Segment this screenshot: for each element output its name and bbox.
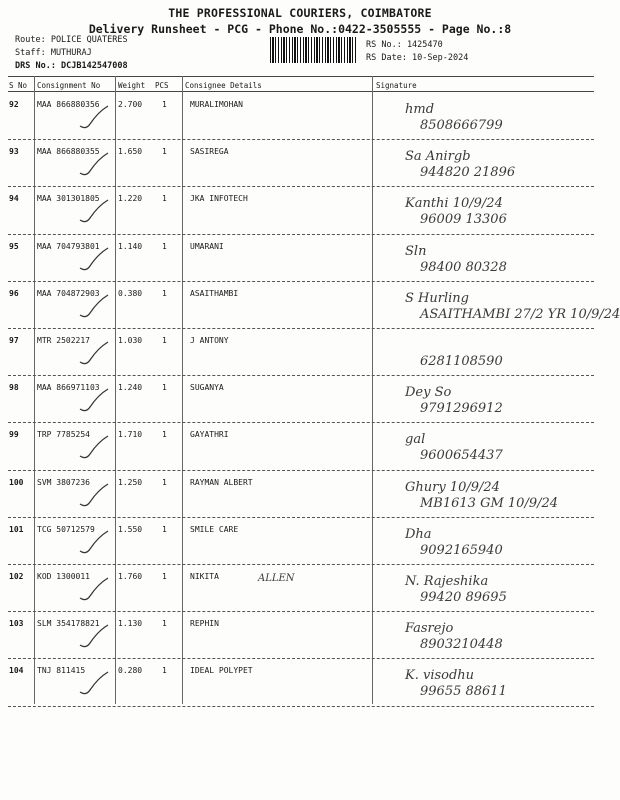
signature-name: S Hurling (405, 290, 469, 306)
row-weight: 0.280 (118, 666, 143, 676)
row-consignment-no: MAA 866880355 (37, 147, 100, 157)
row-consignee: REPHIN (190, 619, 219, 629)
row-weight: 2.700 (118, 100, 143, 109)
signature-phone: 96009 13306 (420, 212, 507, 228)
row-consignee: GAYATHRI (190, 430, 229, 440)
row-consignee-note: ALLEN (258, 573, 295, 584)
row-pcs: 1 (162, 666, 167, 676)
row-consignment-no: SLM 354178821 (37, 619, 100, 629)
row-separator (8, 281, 594, 282)
row-sno: 93 (9, 147, 19, 157)
signature-phone: 9791296912 (420, 401, 503, 417)
signature-phone: 6281108590 (420, 354, 503, 369)
signature-name: Kanthi 10/9/24 (405, 196, 503, 212)
checkmark-icon (72, 198, 112, 228)
checkmark-icon (72, 340, 112, 370)
col-divider (115, 76, 116, 704)
row-pcs: 1 (162, 430, 167, 440)
signature-phone: 8508666799 (420, 118, 503, 133)
row-pcs: 1 (162, 477, 167, 487)
row-consignee: NIKITA (190, 572, 219, 581)
signature-phone: 8903210448 (420, 637, 503, 653)
checkmark-icon (72, 576, 112, 606)
signature-phone: 944820 21896 (420, 165, 516, 181)
row-pcs: 1 (162, 147, 167, 157)
signature-name: gal (405, 432, 426, 448)
row-consignee: UMARANI (190, 241, 224, 251)
signature-name: Sln (405, 243, 427, 259)
signature-name: Sa Anirgb (405, 149, 471, 165)
checkmark-icon (72, 623, 112, 653)
signature-phone: 98400 80328 (420, 259, 507, 275)
col-header-signature: Signature (376, 81, 417, 90)
row-sno: 103 (9, 619, 24, 629)
checkmark-icon (72, 670, 112, 700)
row-weight: 1.030 (118, 336, 143, 345)
row-weight: 1.240 (118, 383, 143, 393)
col-header-consignment: Consignment No (37, 81, 101, 90)
signature-phone: ASAITHAMBI 27/2 YR 10/9/24 (420, 306, 620, 322)
row-weight: 1.650 (118, 147, 143, 157)
row-sno: 94 (9, 194, 19, 204)
signature-name: K. visodhu (405, 668, 475, 684)
row-sno: 99 (9, 430, 19, 440)
row-consignee: MURALIMOHAN (190, 100, 243, 109)
col-divider (34, 76, 35, 704)
row-sno: 97 (9, 336, 19, 345)
checkmark-icon (72, 387, 112, 417)
signature-phone: 9092165940 (420, 542, 503, 558)
row-pcs: 1 (162, 383, 167, 393)
signature-name: Ghury 10/9/24 (405, 479, 500, 495)
rs-number: RS No.: 1425470 (366, 40, 443, 50)
row-consignee: J ANTONY (190, 336, 229, 345)
row-consignee: SASIREGA (190, 147, 229, 157)
row-consignee: SMILE CARE (190, 524, 239, 534)
row-pcs: 1 (162, 572, 167, 581)
row-separator (8, 470, 594, 471)
row-separator (8, 422, 594, 423)
row-pcs: 1 (162, 619, 167, 629)
header-bottom-rule (8, 91, 594, 92)
row-pcs: 1 (162, 100, 167, 109)
signature-name: Dey So (405, 385, 452, 401)
row-weight: 1.220 (118, 194, 143, 204)
row-pcs: 1 (162, 288, 167, 298)
signature-name: Dha (405, 526, 432, 542)
signature-phone: 9600654437 (420, 448, 503, 464)
row-consignment-no: MAA 866880356 (37, 100, 100, 109)
row-weight: 1.140 (118, 241, 143, 251)
checkmark-icon (72, 246, 112, 276)
signature-phone: 99655 88611 (420, 684, 507, 700)
checkmark-icon (72, 151, 112, 181)
signature-phone: 99420 89695 (420, 590, 507, 605)
row-pcs: 1 (162, 336, 167, 345)
signature-name: hmd (405, 102, 435, 117)
barcode (270, 37, 358, 63)
row-separator (8, 234, 594, 235)
row-consignee: ASAITHAMBI (190, 288, 239, 298)
row-pcs: 1 (162, 524, 167, 534)
row-separator (8, 611, 594, 612)
col-divider (182, 76, 183, 704)
row-sno: 96 (9, 288, 19, 298)
row-consignment-no: KOD 1300011 (37, 572, 90, 581)
row-sno: 102 (9, 572, 24, 581)
drs-number: DRS No.: DCJB142547008 (15, 61, 128, 71)
row-consignee: SUGANYA (190, 383, 224, 393)
signature-name: N. Rajeshika (405, 574, 489, 589)
row-consignee: RAYMAN ALBERT (190, 477, 253, 487)
row-weight: 1.250 (118, 477, 143, 487)
row-sno: 101 (9, 524, 24, 534)
col-header-sno: S No (9, 81, 28, 90)
row-consignment-no: MAA 866971103 (37, 383, 100, 393)
row-weight: 1.130 (118, 619, 143, 629)
row-weight: 1.710 (118, 430, 143, 440)
row-consignment-no: MAA 704872903 (37, 288, 100, 298)
row-separator (8, 186, 594, 187)
col-divider (372, 76, 373, 704)
row-separator (8, 658, 594, 659)
row-separator (8, 564, 594, 565)
row-pcs: 1 (162, 241, 167, 251)
row-sno: 104 (9, 666, 24, 676)
checkmark-icon (72, 104, 112, 134)
rs-date: RS Date: 10-Sep-2024 (366, 53, 469, 63)
col-header-consignee: Consignee Details (185, 81, 262, 90)
col-header-weight: Weight (118, 81, 146, 90)
row-consignment-no: TRP 7785254 (37, 430, 90, 440)
row-separator (8, 706, 594, 707)
route-label: Route: POLICE QUATERES (15, 35, 128, 45)
checkmark-icon (72, 529, 112, 559)
row-pcs: 1 (162, 194, 167, 204)
company-title: THE PROFESSIONAL COURIERS, COIMBATORE (168, 6, 432, 20)
row-weight: 0.380 (118, 288, 143, 298)
checkmark-icon (72, 482, 112, 512)
row-consignment-no: TCG 50712579 (37, 524, 95, 534)
checkmark-icon (72, 293, 112, 323)
row-sno: 95 (9, 241, 19, 251)
header-top-rule (8, 76, 594, 77)
row-consignment-no: SVM 3807236 (37, 477, 90, 487)
row-weight: 1.760 (118, 572, 143, 581)
staff-label: Staff: MUTHURAJ (15, 48, 92, 58)
row-consignee: JKA INFOTECH (190, 194, 248, 204)
row-separator (8, 375, 594, 376)
row-consignment-no: MAA 301301805 (37, 194, 100, 204)
row-consignment-no: MAA 704793801 (37, 241, 100, 251)
row-weight: 1.550 (118, 524, 143, 534)
row-consignment-no: TNJ 811415 (37, 666, 86, 676)
signature-phone: MB1613 GM 10/9/24 (420, 495, 559, 511)
runsheet-subtitle: Delivery Runsheet - PCG - Phone No.:0422-3505555 - Page No.:8 (88, 22, 512, 36)
row-separator (8, 517, 594, 518)
row-sno: 92 (9, 100, 19, 109)
row-sno: 98 (9, 383, 19, 393)
row-consignment-no: MTR 2502217 (37, 336, 90, 345)
row-consignee: IDEAL POLYPET (190, 666, 253, 676)
signature-name: Fasrejo (405, 621, 454, 637)
checkmark-icon (72, 434, 112, 464)
row-sno: 100 (9, 477, 24, 487)
row-separator (8, 139, 594, 140)
row-separator (8, 328, 594, 329)
col-header-pcs: PCS (155, 81, 169, 90)
